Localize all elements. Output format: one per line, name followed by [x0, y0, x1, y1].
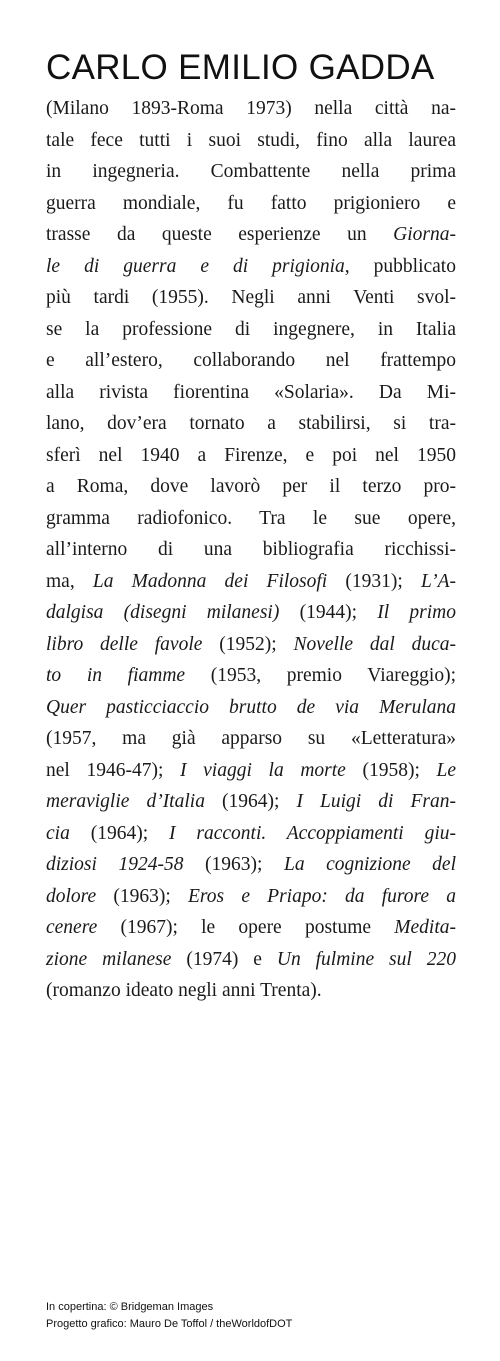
- bio-title-italic: Quer pasticciaccio brutto de via Merulana: [46, 696, 456, 718]
- bio-title-italic: Le: [436, 759, 457, 781]
- bio-title-italic: Il primo: [377, 602, 457, 623]
- bio-line: [46, 377, 456, 409]
- bio-line: [46, 93, 456, 125]
- bio-text: (1952);: [202, 633, 294, 655]
- bio-text: guerra mondiale, fu fatto prigioniero e: [46, 192, 456, 214]
- bio-text: (1931);: [327, 570, 421, 592]
- bio-line: [46, 660, 456, 692]
- bio-text: (1964);: [204, 791, 297, 812]
- bio-text: (1964);: [69, 822, 169, 844]
- bio-line: [46, 786, 456, 818]
- bio-line: [46, 408, 456, 440]
- bio-text: all’interno di una bibliografia ricchissi-: [46, 539, 456, 560]
- graphic-design-credit: Progetto grafico: Mauro De Toffol / theWorldofDOT: [46, 1318, 293, 1330]
- bio-text: (1974) e: [171, 948, 277, 970]
- author-biography: [46, 93, 456, 1007]
- bio-line: [46, 566, 456, 598]
- bio-title-italic: libro delle favole: [46, 633, 203, 655]
- bio-line: [46, 944, 456, 976]
- bio-text: a Roma, dove lavorò per il terzo pro-: [46, 476, 456, 497]
- bio-title-italic: Un fulmine sul 220: [276, 948, 456, 970]
- bio-title-italic: I racconti. Accoppiamenti giu-: [169, 822, 457, 844]
- bio-title-italic: dolore: [46, 885, 97, 907]
- bio-title-italic: le di guerra e di prigionia: [46, 255, 345, 277]
- cover-image-credit: In copertina: © Bridgeman Images: [46, 1301, 214, 1313]
- bio-text: (1958);: [345, 759, 437, 781]
- bio-text: più tardi (1955). Negli anni Venti svol-: [46, 287, 456, 308]
- bio-line: [46, 345, 456, 377]
- bio-text: (1944);: [279, 602, 378, 623]
- bio-text: (1957, ma già apparso su «Letteratura»: [46, 728, 456, 749]
- bio-line: [46, 125, 456, 157]
- bio-text: in ingegneria. Combattente nella prima: [46, 161, 456, 182]
- bio-title-italic: cenere: [46, 917, 98, 938]
- bio-title-italic: meraviglie d’Italia: [46, 791, 205, 812]
- bio-line: [46, 188, 456, 220]
- bio-line: [46, 503, 456, 535]
- bio-title-italic: cia: [46, 822, 70, 844]
- bio-line: [46, 156, 456, 188]
- bio-text: , pubblicato: [344, 255, 456, 277]
- bio-line: [46, 314, 456, 346]
- bio-line: [46, 597, 456, 629]
- bio-text: (1963);: [96, 885, 189, 907]
- bio-text: se la professione di ingegnere, in Italia: [46, 318, 456, 340]
- bio-title-italic: I Luigi di Fran-: [296, 791, 456, 812]
- bio-line: [46, 881, 456, 913]
- credits-block: [46, 1299, 292, 1333]
- bio-text: gramma radiofonico. Tra le sue opere,: [46, 507, 456, 529]
- bio-title-italic: to in fiamme: [46, 665, 186, 686]
- bio-text: trasse da queste esperienze un: [46, 224, 394, 245]
- bio-line: [46, 723, 456, 755]
- bio-title-italic: I viaggi la morte: [180, 759, 346, 781]
- bio-text: ma,: [46, 570, 93, 592]
- bio-line: [46, 912, 456, 944]
- bio-line: [46, 755, 456, 787]
- bio-text: (1967); le opere postume: [97, 917, 395, 938]
- bio-text: (Milano 1893-Roma 1973) nella città na-: [46, 98, 456, 119]
- bio-line: [46, 629, 456, 661]
- bio-text: (romanzo ideato negli anni Trenta).: [46, 980, 322, 1001]
- bio-title-italic: Medita-: [394, 917, 456, 938]
- bio-line: [46, 471, 456, 503]
- bio-title-italic: zione milanese: [46, 948, 172, 970]
- bio-line: [46, 975, 456, 1007]
- bio-text: e all’estero, collaborando nel frattempo: [46, 350, 456, 371]
- bio-title-italic: Eros e Priapo: da furore a: [188, 885, 457, 907]
- bio-title-italic: La Madonna dei Filosofi: [92, 570, 328, 592]
- bio-text: (1953, premio Viareggio);: [185, 665, 456, 686]
- author-name-heading: CARLO EMILIO GADDA: [46, 48, 435, 87]
- bio-line: [46, 849, 456, 881]
- bio-title-italic: dalgisa (disegni milanesi): [46, 602, 280, 623]
- bio-title-italic: Giorna-: [393, 224, 456, 245]
- bio-line: [46, 534, 456, 566]
- bio-line: [46, 219, 456, 251]
- bio-text: (1963);: [183, 854, 284, 875]
- bio-line: [46, 282, 456, 314]
- bio-text: alla rivista fiorentina «Solaria». Da Mi-: [46, 381, 456, 403]
- bio-line: [46, 440, 456, 472]
- bio-text: lano, dov’era tornato a stabilirsi, si tra-: [46, 413, 456, 434]
- bio-title-italic: La cognizione del: [284, 854, 457, 875]
- bio-line: [46, 818, 456, 850]
- bio-line: [46, 692, 456, 724]
- bio-text: nel 1946-47);: [46, 759, 181, 781]
- bio-text: sferì nel 1940 a Firenze, e poi nel 1950: [46, 444, 456, 466]
- bio-title-italic: diziosi 1924-58: [46, 854, 184, 875]
- bio-line: [46, 251, 456, 283]
- bio-title-italic: Novelle dal duca-: [293, 633, 456, 655]
- bio-text: tale fece tutti i suoi studi, fino alla laurea: [46, 129, 456, 151]
- bio-title-italic: L’A-: [420, 570, 456, 592]
